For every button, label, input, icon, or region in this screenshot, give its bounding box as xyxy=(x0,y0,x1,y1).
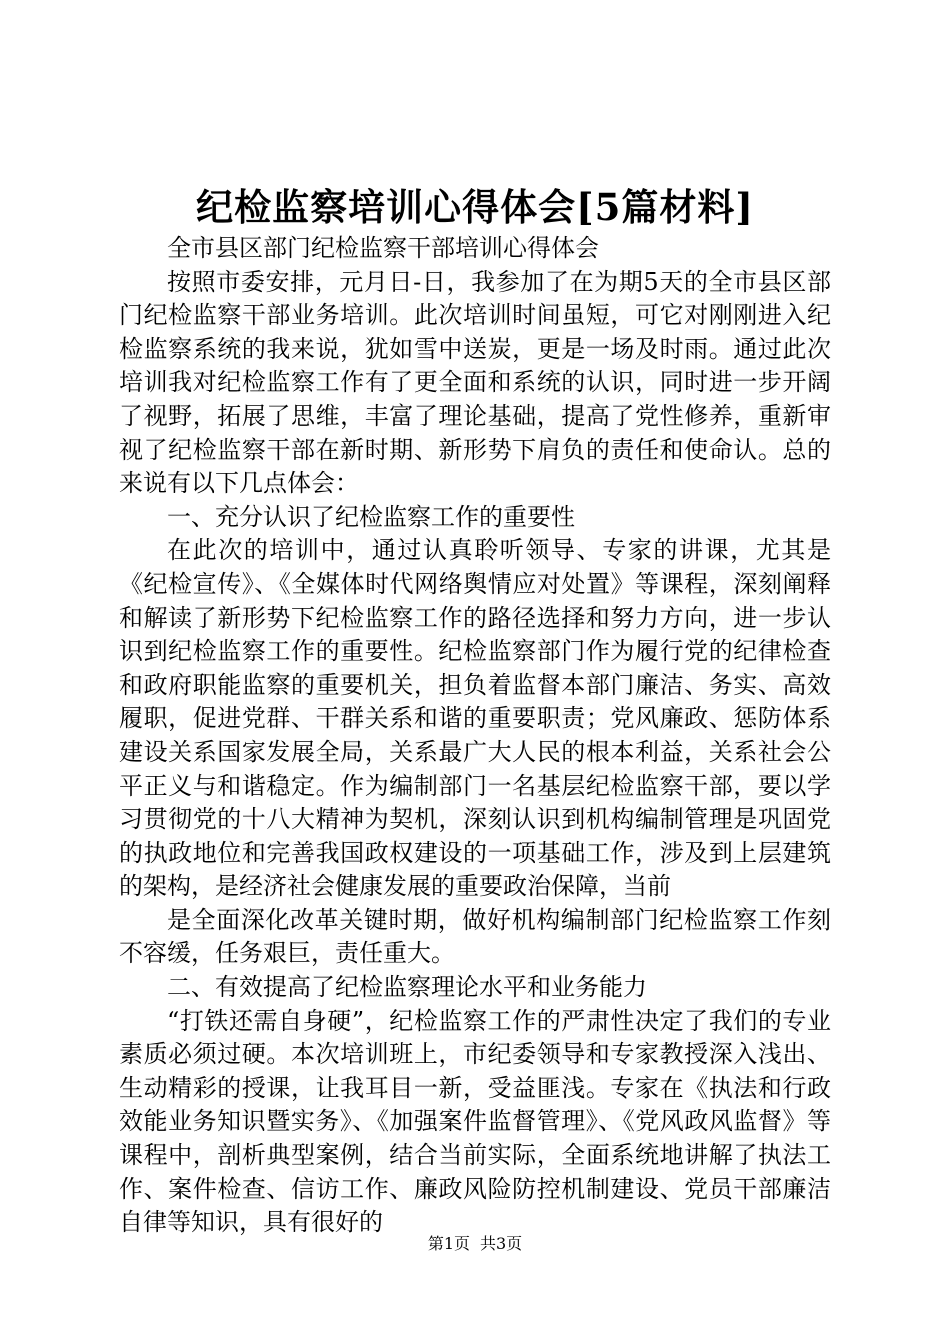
page-total: 共3页 xyxy=(480,1234,523,1253)
page-footer xyxy=(0,1233,950,1255)
section-heading: 一、充分认识了纪检监察工作的重要性 xyxy=(167,502,575,531)
paragraph: 是全面深化改革关键时期，做好机构编制部门纪检监察工作刻不容缓，任务艰巨，责任重大。 xyxy=(119,905,831,968)
paragraph: 在此次的培训中，通过认真聆听领导、专家的讲课，尤其是《纪检宣传》、《全媒体时代网络舆情应对处置》等课程，深刻阐释和解读了新形势下纪检监察工作的路径选择和努力方向，进一步认识到纪检监察工作的重要性。纪检监察部门作为履行党的纪律检查和政府职能监察的重要机关，担负着监督本部门廉洁、务实、高效履职，促进党群、干群关系和谐的重要职责；党风廉政、惩防体系建设关系国家发展全局，关系最广大人民的根本利益，关系社会公平正义与和谐稳定。作为编制部门一名基层纪检监察干部，要以学习贯彻党的十八大精神为契机，深刻认识到机构编制管理是巩固党的执政地位和完善我国政权建设的一项基础工作，涉及到上层建筑的架构，是经济社会健康发展的重要政治保障，当前 xyxy=(119,536,831,901)
page-number: 第1页 xyxy=(427,1234,470,1253)
section-heading: 二、有效提高了纪检监察理论水平和业务能力 xyxy=(167,973,647,1002)
document-body xyxy=(119,232,831,1240)
paragraph: 按照市委安排，元月日-日，我参加了在为期5天的全市县区部门纪检监察干部业务培训。此次培训时间虽短，可它对刚刚进入纪检监察系统的我来说，犹如雪中送炭，更是一场及时雨。通过此次培训我对纪检监察工作有了更全面和系统的认识，同时进一步开阔了视野，拓展了思维，丰富了理论基础，提高了党性修养，重新审视了纪检监察干部在新时期、新形势下肩负的责任和使命认。总的来说有以下几点体会： xyxy=(119,267,831,498)
paragraph: “打铁还需自身硬”，纪检监察工作的严肃性决定了我们的专业素质必须过硬。本次培训班上，市纪委领导和专家教授深入浅出、生动精彩的授课，让我耳目一新，受益匪浅。专家在《执法和行政效能业务知识暨实务》、《加强案件监督管理》、《党风政风监督》等课程中，剖析典型案例，结合当前实际，全面系统地讲解了执法工作、案件检查、信访工作、廉政风险防控机制建设、党员干部廉洁自律等知识，具有很好的 xyxy=(119,1006,831,1237)
paragraph-subtitle: 全市县区部门纪检监察干部培训心得体会 xyxy=(167,234,599,262)
document-title: 纪检监察培训心得体会[5篇材料] xyxy=(196,185,754,229)
